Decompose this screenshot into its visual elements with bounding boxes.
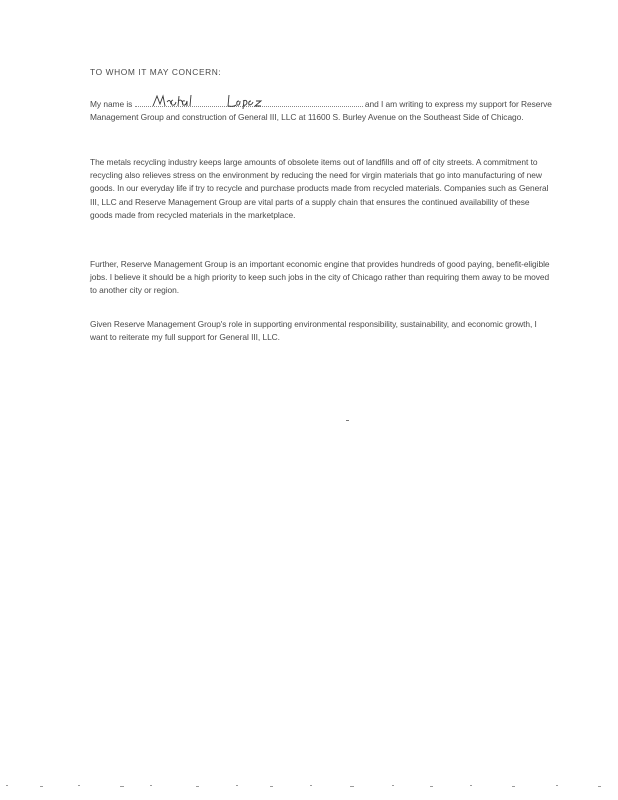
intro-lead-text: My name is — [90, 99, 133, 109]
bottom-scan-noise — [0, 783, 618, 789]
signature-field — [135, 98, 363, 111]
letter-paragraph-jobs: Further, Reserve Management Group is an important economic engine that provides hundreds of good paying, benefit-eligible jobs. I believe it should be a high priority to keep such jobs in the city of Chicago rather than requiring them away to be moved to another city or region. — [90, 259, 550, 296]
intro-body-text: and I am writing to express my support for Reserve Management Group and construction of General III, LLC at 11600 S. Burley Avenue on the Southeast Side of Chicago. — [90, 99, 552, 123]
letter-paragraph-intro — [90, 98, 552, 124]
handwritten-signature — [149, 92, 299, 110]
letter-paragraph-closing: Given Reserve Management Group's role in supporting environmental responsibility, sustainability, and economic growth, I want to reiterate my full support for General III, LLC. — [90, 319, 537, 343]
letter-salutation: TO WHOM IT MAY CONCERN: — [90, 67, 222, 77]
stray-scan-mark — [346, 420, 349, 421]
letter-paragraph-recycling: The metals recycling industry keeps large amounts of obsolete items out of landfills and off of city streets. A commitment to recycling also relieves stress on the environment by reducing the need for virgin materials that go into manufacturing of new goods. In our everyday life if try to recycle and purchase products made from recycled materials. Companies such as General III, LLC and Reserve Management Group are vital parts of a supply chain that ensures the continued availability of these goods made from recycled materials in the marketplace. — [90, 157, 549, 220]
